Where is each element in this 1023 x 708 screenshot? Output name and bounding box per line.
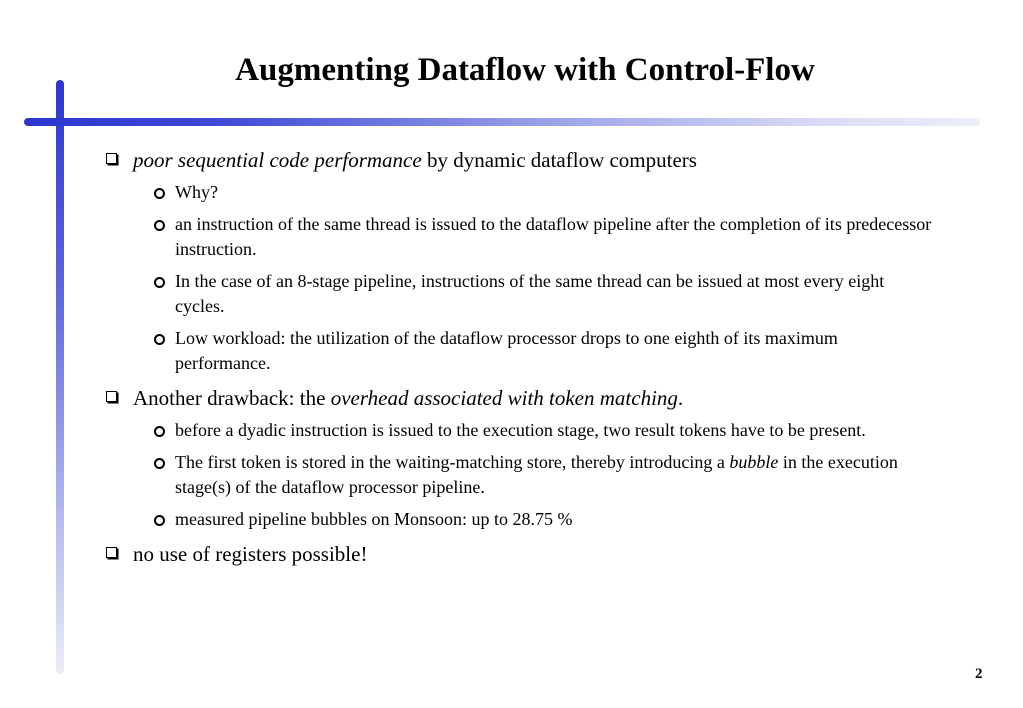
sub-bullet-text: measured pipeline bubbles on Monsoon: up to 28.75 % [175, 509, 573, 529]
circle-bullet-icon [154, 458, 165, 469]
circle-bullet-icon [154, 426, 165, 437]
square-bullet-icon [106, 547, 117, 558]
sub-bullet-8-stage [104, 269, 934, 319]
sub-bullet-text: Why? [175, 182, 218, 202]
bullet-text: Another drawback: the [133, 386, 331, 410]
page-number: 2 [975, 666, 983, 682]
square-bullet-icon [106, 153, 117, 164]
horizontal-accent-bar [24, 118, 980, 126]
sub-bullet-text: before a dyadic instruction is issued to the execution stage, two result tokens have to be present. [175, 420, 866, 440]
sub-bullet-text: Low workload: the utilization of the dataflow processor drops to one eighth of its maximum performance. [175, 328, 838, 373]
bullet-text: no use of registers possible! [133, 542, 368, 566]
sub-bullet-list [104, 180, 934, 376]
sub-bullet-text: In the case of an 8-stage pipeline, instructions of the same thread can be issued at most every eight cycles. [175, 271, 885, 316]
bullet-text: by dynamic dataflow computers [421, 148, 697, 172]
bullet-token-matching [104, 384, 934, 412]
bullet-no-registers [104, 540, 934, 568]
circle-bullet-icon [154, 515, 165, 526]
sub-bullet-text-end: in the execution stage(s) of the dataflow processor pipeline. [175, 452, 898, 497]
bullet-text-end: . [677, 386, 684, 410]
square-bullet-icon [106, 391, 117, 402]
bullet-sequential-performance [104, 146, 934, 174]
sub-bullet-text: an instruction of the same thread is issued to the dataflow pipeline after the completion of its predecessor instruction. [175, 214, 932, 259]
vertical-accent-bar [56, 80, 64, 674]
sub-bullet-why [104, 180, 934, 205]
slide-content [104, 146, 934, 574]
sub-bullet-predecessor [104, 212, 934, 262]
circle-bullet-icon [154, 277, 165, 288]
circle-bullet-icon [154, 220, 165, 231]
circle-bullet-icon [154, 188, 165, 199]
bullet-italic-text: overhead associated with token matching [330, 386, 678, 410]
circle-bullet-icon [154, 334, 165, 345]
sub-bullet-italic-text: bubble [729, 452, 779, 472]
bullet-italic-text: poor sequential code performance [133, 148, 422, 172]
sub-bullet-text: The first token is stored in the waiting-matching store, thereby introducing a [175, 452, 730, 472]
sub-bullet-low-workload [104, 326, 934, 376]
sub-bullet-list [104, 418, 934, 532]
sub-bullet-dyadic [104, 418, 934, 443]
sub-bullet-monsoon [104, 507, 934, 532]
slide-title: Augmenting Dataflow with Control-Flow [235, 52, 815, 88]
sub-bullet-first-token [104, 450, 934, 500]
